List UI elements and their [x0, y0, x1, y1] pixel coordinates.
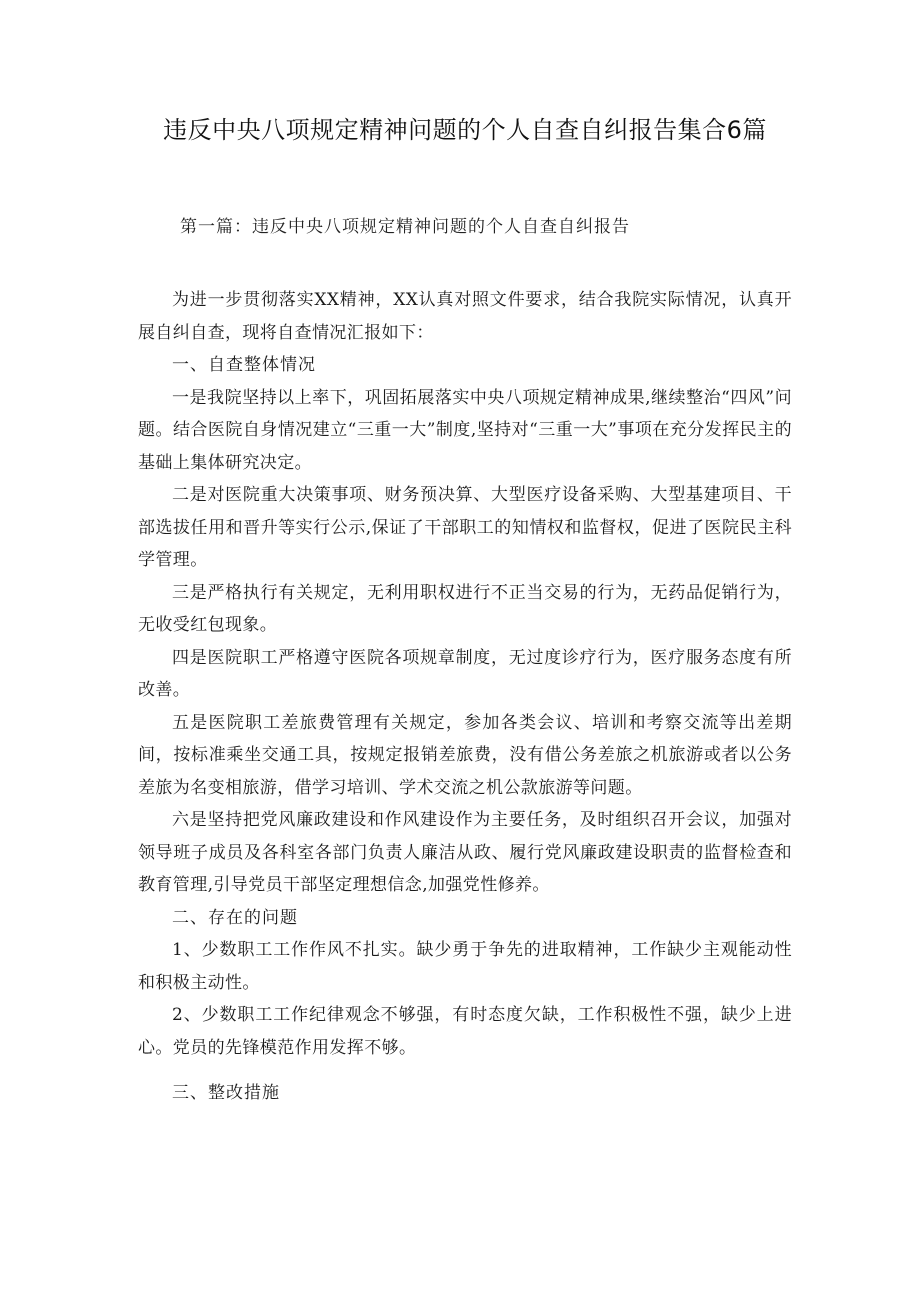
- section-1-item: 六是坚持把党风廉政建设和作风建设作为主要任务，及时组织召开会议，加强对领导班子成员及各科室各部门负责人廉洁从政、履行党风廉政建设职责的监督检查和教育管理,引导党员干部坚定理想信念,加强党性修养。: [138, 810, 792, 895]
- section-1-item: 二是对医院重大决策事项、财务预决算、大型医疗设备采购、大型基建项目、干部选拔任用和晋升等实行公示,保证了干部职工的知情权和监督权，促进了医院民主科学管理。: [138, 485, 792, 570]
- section-3-heading: 三、整改措施: [172, 1083, 280, 1103]
- document-subtitle: 第一篇：违反中央八项规定精神问题的个人自查自纠报告: [180, 217, 630, 237]
- section-1-item: 四是医院职工严格遵守医院各项规章制度，无过度诊疗行为，医疗服务态度有所改善。: [138, 647, 792, 700]
- section-1-heading: 一、自查整体情况: [172, 355, 316, 375]
- section-1-item: 一是我院坚持以上率下，巩固拓展落实中央八项规定精神成果,继续整治“四风”问题。结合医院自身情况建立“三重一大”制度,坚持对“三重一大”事项在充分发挥民主的基础上集体研究决定。: [138, 387, 792, 473]
- section-2-item: 2、少数职工工作纪律观念不够强，有时态度欠缺，工作积极性不强，缺少上进心。党员的先锋模范作用发挥不够。: [138, 1005, 792, 1058]
- document-title: 违反中央八项规定精神问题的个人自查自纠报告集合6篇: [163, 116, 767, 144]
- intro-paragraph: 为进一步贯彻落实XX精神，XX认真对照文件要求，结合我院实际情况，认真开展自纠自查，现将自查情况汇报如下：: [138, 290, 792, 343]
- section-2-item: 1、少数职工工作作风不扎实。缺少勇于争先的进取精神，工作缺少主观能动性和积极主动性。: [138, 940, 792, 993]
- section-1-item: 三是严格执行有关规定，无利用职权进行不正当交易的行为，无药品促销行为，无收受红包现象。: [138, 582, 792, 635]
- document-body: [138, 284, 792, 1110]
- section-2-heading: 二、存在的问题: [172, 907, 298, 928]
- section-1-item: 五是医院职工差旅费管理有关规定，参加各类会议、培训和考察交流等出差期间，按标准乘坐交通工具，按规定报销差旅费，没有借公务差旅之机旅游或者以公务差旅为名变相旅游，借学习培训、学术交流之机公款旅游等问题。: [138, 712, 792, 798]
